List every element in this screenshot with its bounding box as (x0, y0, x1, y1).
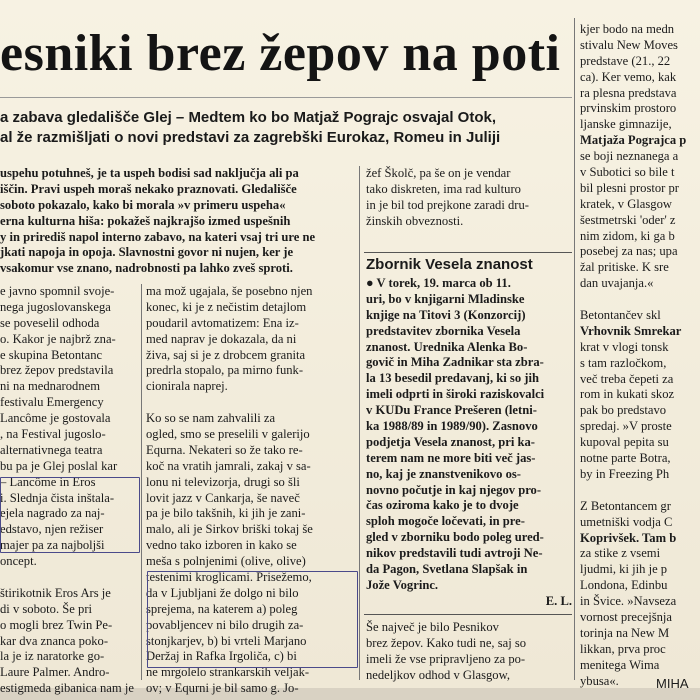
text-line: in je bil tod prejkone zaradi dru- (366, 197, 529, 212)
column-divider-middle (359, 166, 360, 680)
text-line: Koprivšek. Tam b (580, 530, 677, 545)
text-line: no, kaj je znanstvenikovo os- (366, 466, 521, 481)
text-line: Betontančev skl (580, 308, 661, 323)
text-line: poudaril avtomatizem: Ena iz- (146, 315, 299, 330)
text-line: ni na mednarodnem (0, 379, 101, 394)
text-line: testenimi kroglicami. Prisežemo, (146, 570, 312, 585)
text-line: vsakomur vse znano, nadrobnosti pa lahko zveš sproti. (0, 261, 293, 276)
column-3-top (366, 166, 571, 230)
text-line: se boji neznanega a (580, 149, 679, 164)
column-3-bottom (366, 620, 572, 684)
text-line: e skupina Betontanc (0, 347, 103, 362)
text-line: i. Slednja čista inštala- (0, 490, 115, 505)
text-line: lonu ni televizorja, drugi so šli (146, 474, 300, 489)
box-rule-top (364, 252, 572, 253)
text-line: estigmeda gibanica nam je (0, 681, 134, 696)
text-line: prvinskim prostoro (580, 101, 677, 116)
text-line: uri, bo v knjigarni Mladinske (366, 291, 525, 306)
text-line: erna kulturna hiša: pokažeš najkrajšo izmed uspešnih (0, 213, 291, 228)
text-line: majer pa za najboljši (0, 538, 105, 553)
text-line: ogled, smo se preselili v galerijo (146, 427, 310, 442)
text-line: sploh mogoče ločevati, in pre- (366, 514, 525, 529)
text-line: kjer bodo na medn (580, 22, 675, 36)
text-line: pa je bilo takšnih, ki jih je zani- (146, 506, 306, 521)
text-line: Jože Vogrinc. (366, 577, 439, 592)
text-line (0, 570, 139, 586)
text-line: imeli že vse pripravljeno za po- (366, 651, 526, 666)
text-line: lovit jazz v Cankarja, še naveč (146, 490, 300, 505)
article-headline: esniki brez žepov na poti (0, 25, 561, 82)
text-line: ma mož ugajala, še posebno njen (146, 284, 313, 298)
text-line: in Švice. »Navseza (580, 594, 677, 609)
text-line: rom in kukati skoz (580, 387, 675, 402)
text-line: podjetja Vesela znanost, pri ka- (366, 434, 535, 449)
text-line: novno počutje in kaj njegov pro- (366, 482, 542, 497)
text-line: ra plesna predstava (580, 85, 677, 100)
text-line: znanost. Urednika Alenka Bo- (366, 339, 528, 354)
text-line: bu pa je Glej poslal kar (0, 458, 118, 473)
text-line: ljudmi, ki jih je p (580, 562, 668, 577)
text-line: predstavitev zbornika Vesela (366, 323, 521, 338)
text-line: čas oziroma kako je to dvoje (366, 498, 519, 513)
text-line: oncept. (0, 554, 37, 569)
text-line: žef Školč, pa še on je vendar (366, 166, 511, 180)
subhead-line: a zabava gledališče Glej – Medtem ko bo Matjaž Pograjc osvajal Otok, (0, 109, 497, 126)
text-line: brez žepov. Kako tudi ne, saj so (366, 635, 527, 650)
text-line: krat v vlogi tonsk (580, 339, 669, 354)
text-line: torinja na New M (580, 625, 670, 640)
author-signature: MIHA (656, 676, 689, 691)
text-line: likkan, prva proc (580, 641, 666, 656)
text-line: da Pagon, Svetlana Slapšak in (366, 562, 528, 577)
text-line: živa, saj si je z drobcem granita (146, 347, 306, 362)
text-line: iščin. Pravi uspeh moraš nekako praznovati. Gledališče (0, 181, 297, 196)
text-line: kar dva znanca poko- (0, 633, 109, 648)
text-line: bil plesni prostor pr (580, 180, 679, 195)
text-line: s tam razločkom, (580, 355, 667, 370)
text-line: spredaj. »V proste (580, 419, 672, 434)
text-line (580, 483, 700, 499)
text-line: v KUDu France Prešeren (letni- (366, 403, 537, 418)
text-line: konec, ki je z nečistim detajlom (146, 299, 307, 314)
text-line: Še največ je bilo Pesnikov (366, 620, 499, 634)
text-line: nega jugoslovanskega (0, 299, 111, 314)
text-line: za stike z vsemi (580, 546, 661, 561)
text-line: dan uvajanja.« (580, 276, 654, 291)
text-line: Deržaj in Rafka Irgoliča, c) bi (146, 649, 297, 664)
text-line: Laure Palmer. Andro- (0, 665, 110, 680)
text-line: tako diskreten, ima rad kulturo (366, 181, 521, 196)
text-line: ne mrgolelo strankarskih veljak- (146, 665, 310, 680)
text-line: soboto pokazalo, kako bi morala »v primeru uspeha« (0, 197, 286, 212)
text-line: umetniški vodja C (580, 514, 673, 529)
text-line (580, 292, 700, 308)
text-line: y in prirediš napol interno zabavo, na kateri vsaj tri ure ne (0, 229, 316, 244)
box-title: Zbornik Vesela znanost (366, 256, 533, 273)
headline-rule (0, 97, 572, 98)
text-line: štirikotnik Eros Ars je (0, 585, 111, 600)
text-line: meša s polnjenimi (olive, olive) (146, 554, 306, 569)
text-line: ybusa«. (580, 673, 619, 688)
subhead-line: al že razmišljati o novi predstavi za zagrebški Eurokaz, Romeu in Juliji (0, 129, 501, 146)
text-line: sprejema, na katerem a) poleg (146, 601, 298, 616)
column-divider-right (574, 18, 575, 680)
text-line: menitega Wima (580, 657, 660, 672)
text-line: Lancôme je gostovala (0, 411, 111, 426)
text-line: stivalu New Moves (580, 37, 678, 52)
column-divider-left (141, 284, 142, 680)
text-line: posebej za nas; upa (580, 244, 678, 259)
text-line: o mogli brez Twin Pe- (0, 617, 113, 632)
text-line: brez žepov predstavila (0, 363, 114, 378)
text-line: med naprav je dokazala, da ni (146, 331, 297, 346)
text-line: več treba čepeti za (580, 371, 674, 386)
text-line: knjige na Titovi 3 (Konzorcij) (366, 307, 526, 322)
text-line: la 13 besedil predavanj, ki so jih (366, 371, 539, 386)
intro-paragraph (0, 166, 356, 277)
text-line: stonjkarjev, b) bi vrteli Marjano (146, 633, 307, 648)
text-line: se poveselil odhoda (0, 315, 100, 330)
text-line: Vrhovnik Smrekar (580, 323, 682, 338)
text-line: imeli odprti in široki raziskovalci (366, 387, 545, 402)
column-4 (580, 22, 700, 689)
text-line: e javno spomnil svoje- (0, 284, 115, 298)
text-line: pak bo predstavo (580, 403, 667, 418)
box-rule-bottom (364, 614, 572, 615)
text-line: ljanske gimnazije, (580, 117, 672, 132)
text-line: Matjaža Pograjca p (580, 133, 687, 148)
text-line: E. L. (545, 593, 572, 608)
text-line: v Subotici so bile t (580, 165, 675, 180)
text-line: , na Festival jugoslo- (0, 427, 106, 442)
article-subheading (0, 108, 572, 148)
text-line: edstavo, njen režiser (0, 522, 104, 537)
text-line: povabljencev ni bilo drugih za- (146, 617, 304, 632)
text-line: Londona, Edinbu (580, 578, 668, 593)
text-line: govič in Miha Zadnikar sta zbra- (366, 355, 544, 370)
text-line: festivalu Emergency (0, 395, 104, 410)
text-line: by in Freezing Ph (580, 466, 670, 481)
text-line: notne parte Botra, (580, 451, 671, 466)
text-line: – Lancôme in Eros (0, 474, 96, 489)
text-line: gled v zborniku bodo poleg ured- (366, 530, 544, 545)
text-line: terem nam ne more biti več jas- (366, 450, 536, 465)
text-line: vedno tako izboren in kako se (146, 538, 297, 553)
text-line: Equrna. Nekateri so že tako re- (146, 442, 303, 457)
text-line: nikov predstavili tudi avtroji Ne- (366, 546, 543, 561)
text-line: jkati napoja in opoja. Slavnostni govor ni nujen, ker je (0, 245, 294, 260)
text-line: cionirala naprej. (146, 379, 228, 394)
text-line: la je iz naratorke go- (0, 649, 105, 664)
text-line: alternativnega teatra (0, 442, 103, 457)
text-line: predstave (21., 22 (580, 53, 671, 68)
ink-marking (0, 474, 140, 553)
text-line: uspehu potuhneš, je ta uspeh bodisi sad naključja ali pa (0, 166, 299, 180)
text-line: šestmetrski 'oder' z (580, 212, 676, 227)
text-line: vornost precejšnja (580, 609, 672, 624)
text-line: ● V torek, 19. marca ob 11. (366, 276, 511, 290)
text-line: kratek, v Glasgow (580, 196, 672, 211)
text-line (146, 395, 356, 411)
text-line: ca). Ker vemo, kak (580, 69, 677, 84)
text-line: nedeljkov odhod v Glasgow, (366, 667, 510, 682)
text-line: žinskih obveznosti. (366, 213, 464, 228)
text-line: da v Ljubljani že dolgo ni bilo (146, 585, 299, 600)
news-box-zbornik (366, 276, 572, 610)
text-line: koč na vratih jamrali, zakaj v sa- (146, 458, 311, 473)
text-line: nim zidom, ki ga b (580, 228, 675, 243)
text-line: o. Kakor je najbrž zna- (0, 331, 116, 346)
text-line: malo, ali je Sirkov briški tokaj še (146, 522, 313, 537)
text-line: ejela nagrado za naj- (0, 506, 105, 521)
text-line: Ko so se nam zahvalili za (146, 411, 276, 426)
text-line: žal pritiske. K sre (580, 260, 669, 275)
text-line: kupoval pepita su (580, 435, 669, 450)
text-line: Z Betontancem gr (580, 498, 671, 513)
text-line: ka 1988/89 in 1989/90). Zasnovo (366, 419, 538, 434)
text-line: ov; v Equrni je bil samo g. Jo- (146, 681, 299, 696)
text-line: predrla stopalo, pa mirno funk- (146, 363, 304, 378)
ink-marking (147, 571, 358, 668)
text-line: di v soboto. Še pri (0, 601, 93, 616)
